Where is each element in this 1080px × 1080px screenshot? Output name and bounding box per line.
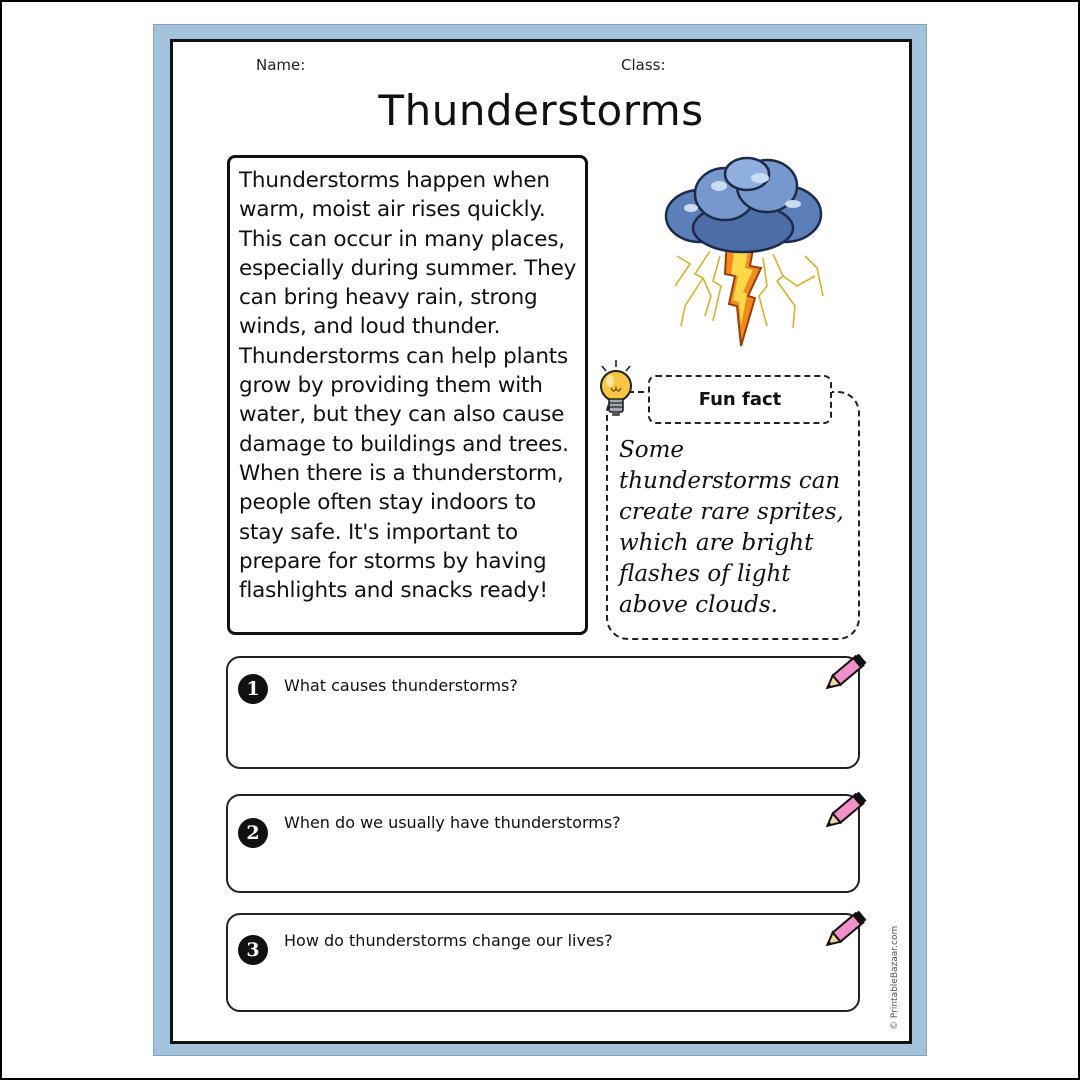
- question-1-answer-box[interactable]: [226, 656, 860, 769]
- question-number-badge: 3: [238, 935, 268, 965]
- class-label: Class:: [621, 56, 666, 74]
- lightbulb-icon: [594, 358, 642, 422]
- pencil-icon: [820, 906, 870, 954]
- storm-cloud-lightning-icon: [655, 156, 830, 351]
- fun-fact-text: Some thunderstorms can create rare sprites, which are bright flashes of light above clouds.: [619, 437, 844, 618]
- question-number-badge: 2: [238, 818, 268, 848]
- question-number-badge: 1: [238, 674, 268, 704]
- question-text: When do we usually have thunderstorms?: [284, 813, 621, 832]
- fun-fact-heading: Fun fact: [648, 375, 832, 424]
- question-text: How do thunderstorms change our lives?: [284, 931, 613, 950]
- page-title: Thunderstorms: [378, 86, 704, 135]
- reading-passage-box: [227, 155, 588, 635]
- reading-passage: Thunderstorms happen when warm, moist air rises quickly. This can occur in many places, especially during summer. They can bring heavy rain, strong winds, and loud thunder. Thunderstorms can help plants grow by providing them with water, but they can also cause damage to buildings and trees. When there is a thunderstorm, people often stay indoors to stay safe. It's important to prepare for storms by having flashlights and snacks ready!: [239, 168, 577, 604]
- question-2-answer-box[interactable]: [226, 794, 860, 893]
- pencil-icon: [820, 787, 870, 835]
- question-3-answer-box[interactable]: [226, 913, 860, 1012]
- question-text: What causes thunderstorms?: [284, 676, 518, 695]
- copyright-credit: © PrintableBazaar.com: [890, 925, 900, 1030]
- pencil-icon: [820, 649, 870, 697]
- name-label: Name:: [256, 56, 306, 74]
